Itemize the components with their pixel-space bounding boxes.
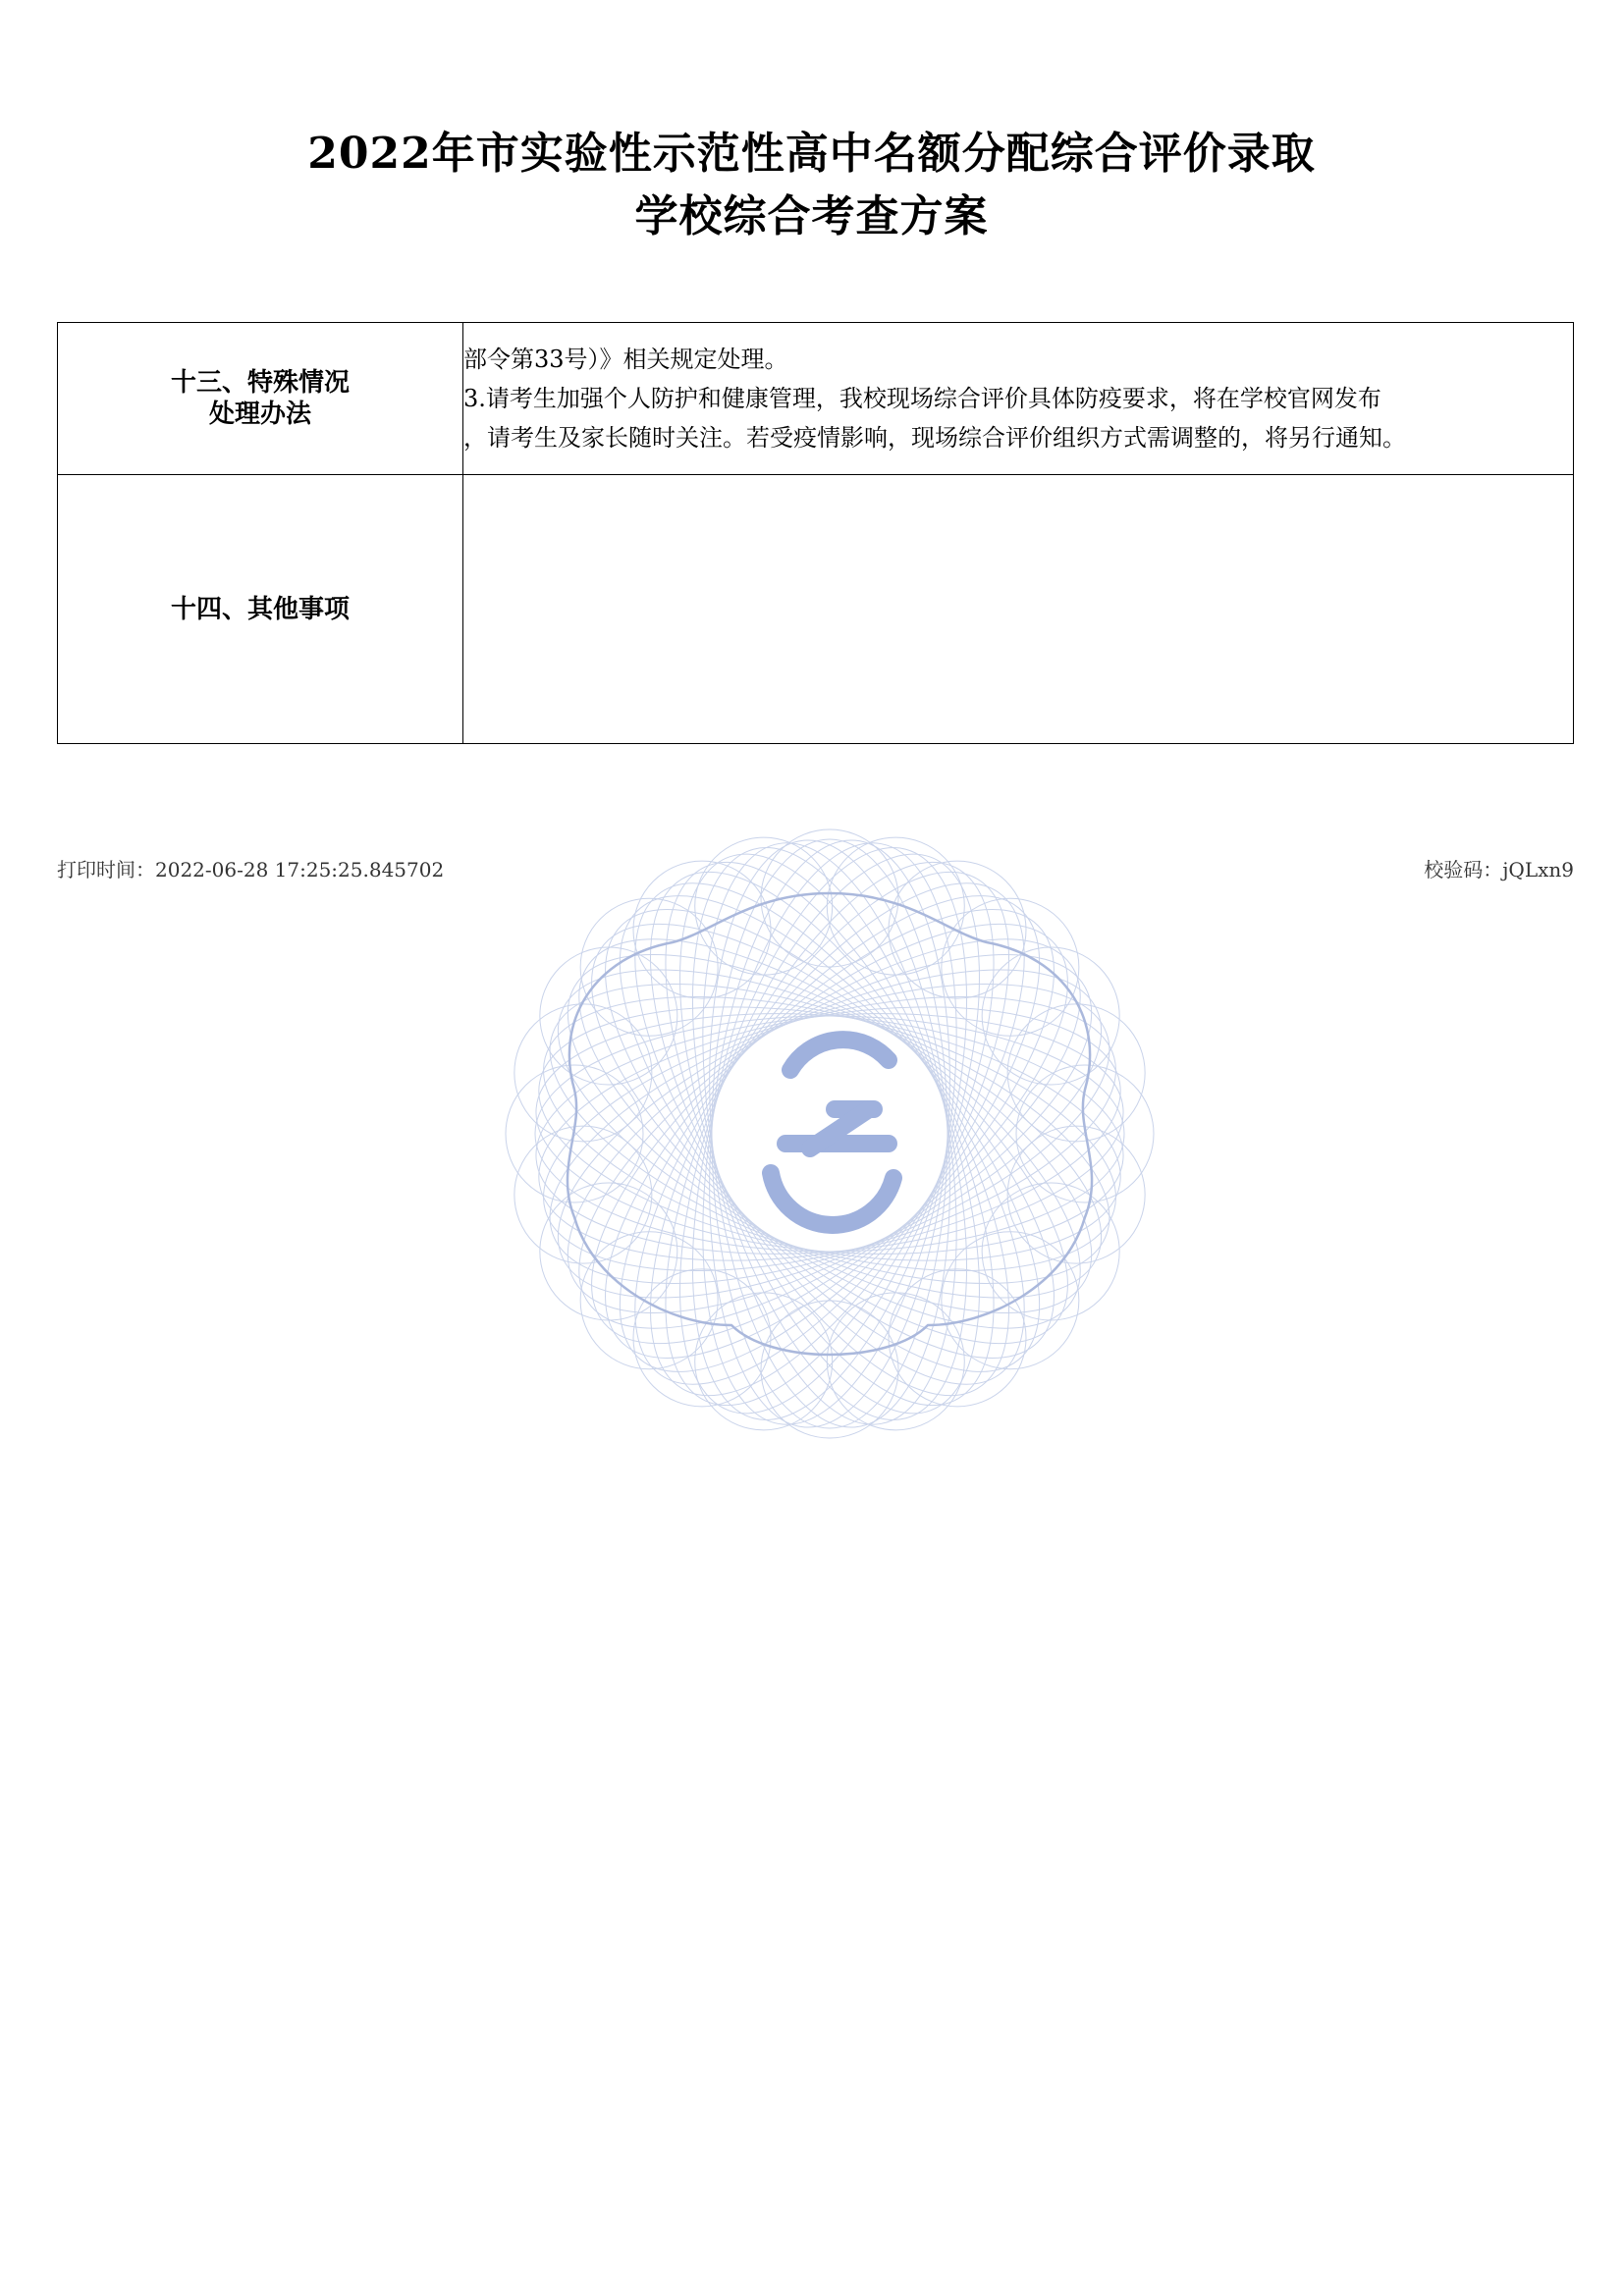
row-content-other-matters	[463, 475, 1574, 744]
content-line: 3.请考生加强个人防护和健康管理，我校现场综合评价具体防疫要求，将在学校官网发布	[463, 385, 1381, 412]
guilloche-loop	[942, 1232, 1079, 1369]
document-title-line2: 学校综合考查方案	[634, 191, 989, 241]
check-code: 校验码：jQLxn9	[1424, 858, 1574, 881]
table-row	[58, 323, 1574, 475]
row-label-line: 十三、特殊情况	[170, 368, 350, 398]
print-time: 打印时间：2022-06-28 17:25:25.845702	[57, 858, 445, 881]
guilloche-loop	[580, 898, 718, 1036]
guilloche-loop	[580, 1232, 718, 1369]
document-title-line1: 2022年市实验性示范性高中名额分配综合评价录取	[307, 129, 1316, 179]
logo-mark-icon	[771, 1040, 893, 1225]
guilloche-seal-icon	[398, 775, 1262, 1502]
table-row	[58, 475, 1574, 744]
content-line: ，请考生及家长随时关注。若受疫情影响，现场综合评价组织方式需调整的，将另行通知。	[463, 424, 1406, 452]
row-label-other-matters: 十四、其他事项	[58, 475, 463, 744]
content-line: 部令第33号）》相关规定处理。	[463, 346, 788, 373]
guilloche-loop	[942, 898, 1079, 1036]
row-label-special-cases	[58, 323, 463, 475]
row-content-special-cases	[463, 323, 1574, 475]
plan-table	[57, 322, 1574, 744]
row-label-line: 处理办法	[208, 400, 311, 429]
